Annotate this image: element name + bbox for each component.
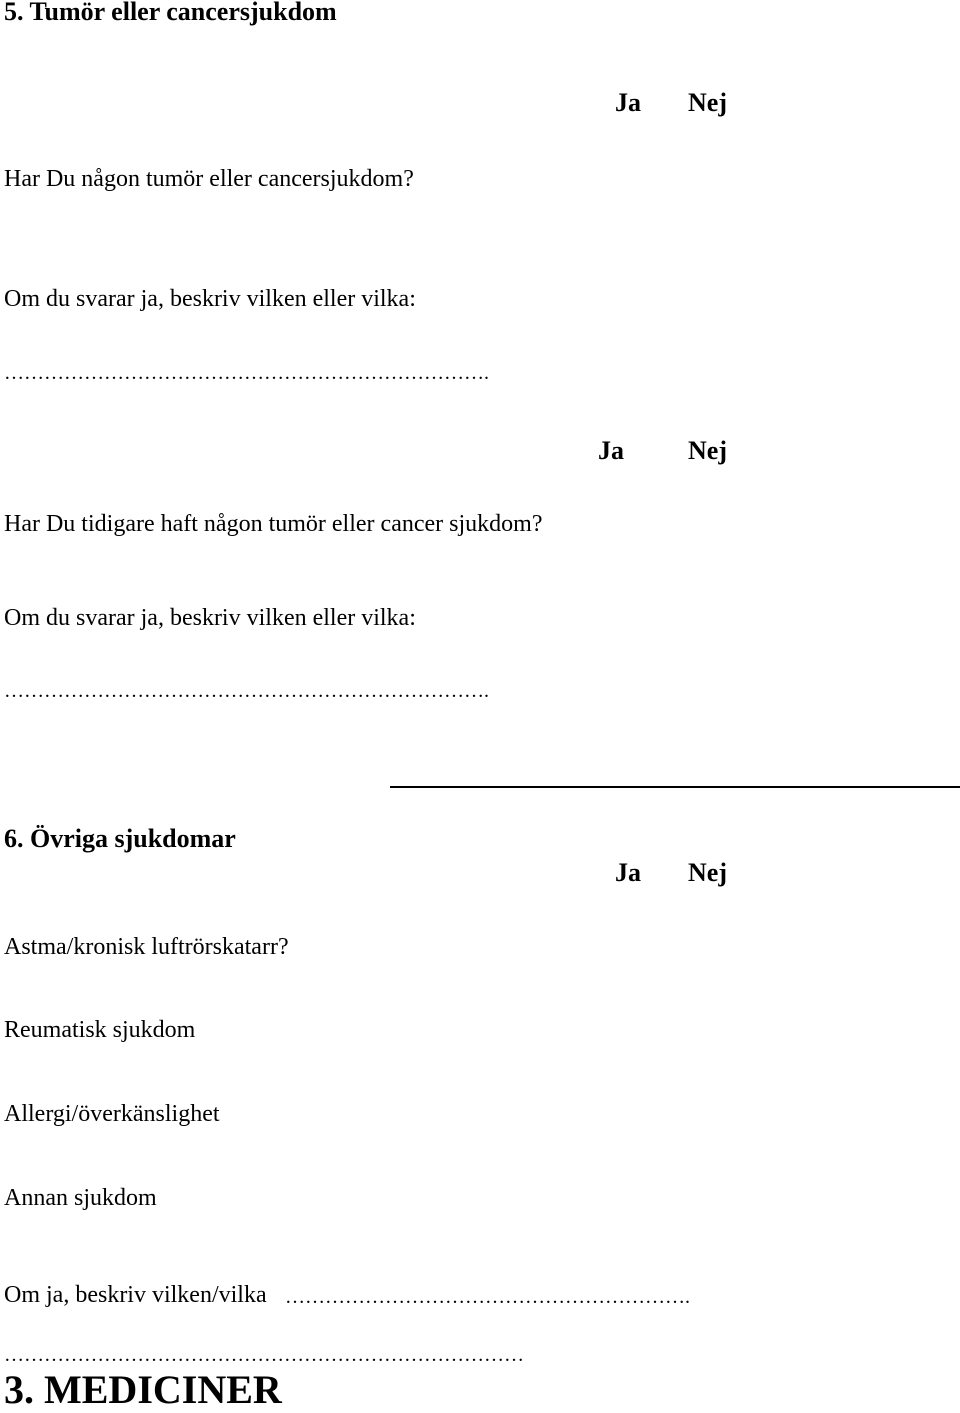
question-asthma: Astma/kronisk luftrörskatarr? [4,934,289,960]
ja-column-label-2: Ja [598,436,624,465]
section-3-heading: 3. MEDICINER [4,1367,282,1412]
answer-line-other-disease-2[interactable]: …………………………………………………………………… [4,1344,524,1366]
section-6-heading: 6. Övriga sjukdomar [4,824,236,853]
question-other-disease: Annan sjukdom [4,1185,157,1211]
question-allergy: Allergi/överkänslighet [4,1101,220,1127]
nej-column-label-3: Nej [688,858,727,887]
question-rheumatic: Reumatisk sjukdom [4,1017,196,1043]
followup-other-disease: Om ja, beskriv vilken/vilka [4,1282,267,1308]
answer-line-other-disease[interactable]: ……………………………………………………. [285,1286,690,1308]
ja-column-label-3: Ja [615,858,641,887]
section-5-heading: 5. Tumör eller cancersjukdom [4,0,337,26]
nej-column-label: Nej [688,88,727,117]
question-previous-tumor: Har Du tidigare haft någon tumör eller cancer sjukdom? [4,511,543,537]
section-divider [390,786,960,788]
nej-column-label-2: Nej [688,436,727,465]
followup-previous-tumor: Om du svarar ja, beskriv vilken eller vilka: [4,605,416,631]
followup-current-tumor: Om du svarar ja, beskriv vilken eller vilka: [4,286,416,312]
ja-column-label: Ja [615,88,641,117]
answer-line-previous-tumor[interactable]: ………………………………………………………………. [4,680,489,702]
question-current-tumor: Har Du någon tumör eller cancersjukdom? [4,166,414,192]
answer-line-current-tumor[interactable]: ………………………………………………………………. [4,362,489,384]
